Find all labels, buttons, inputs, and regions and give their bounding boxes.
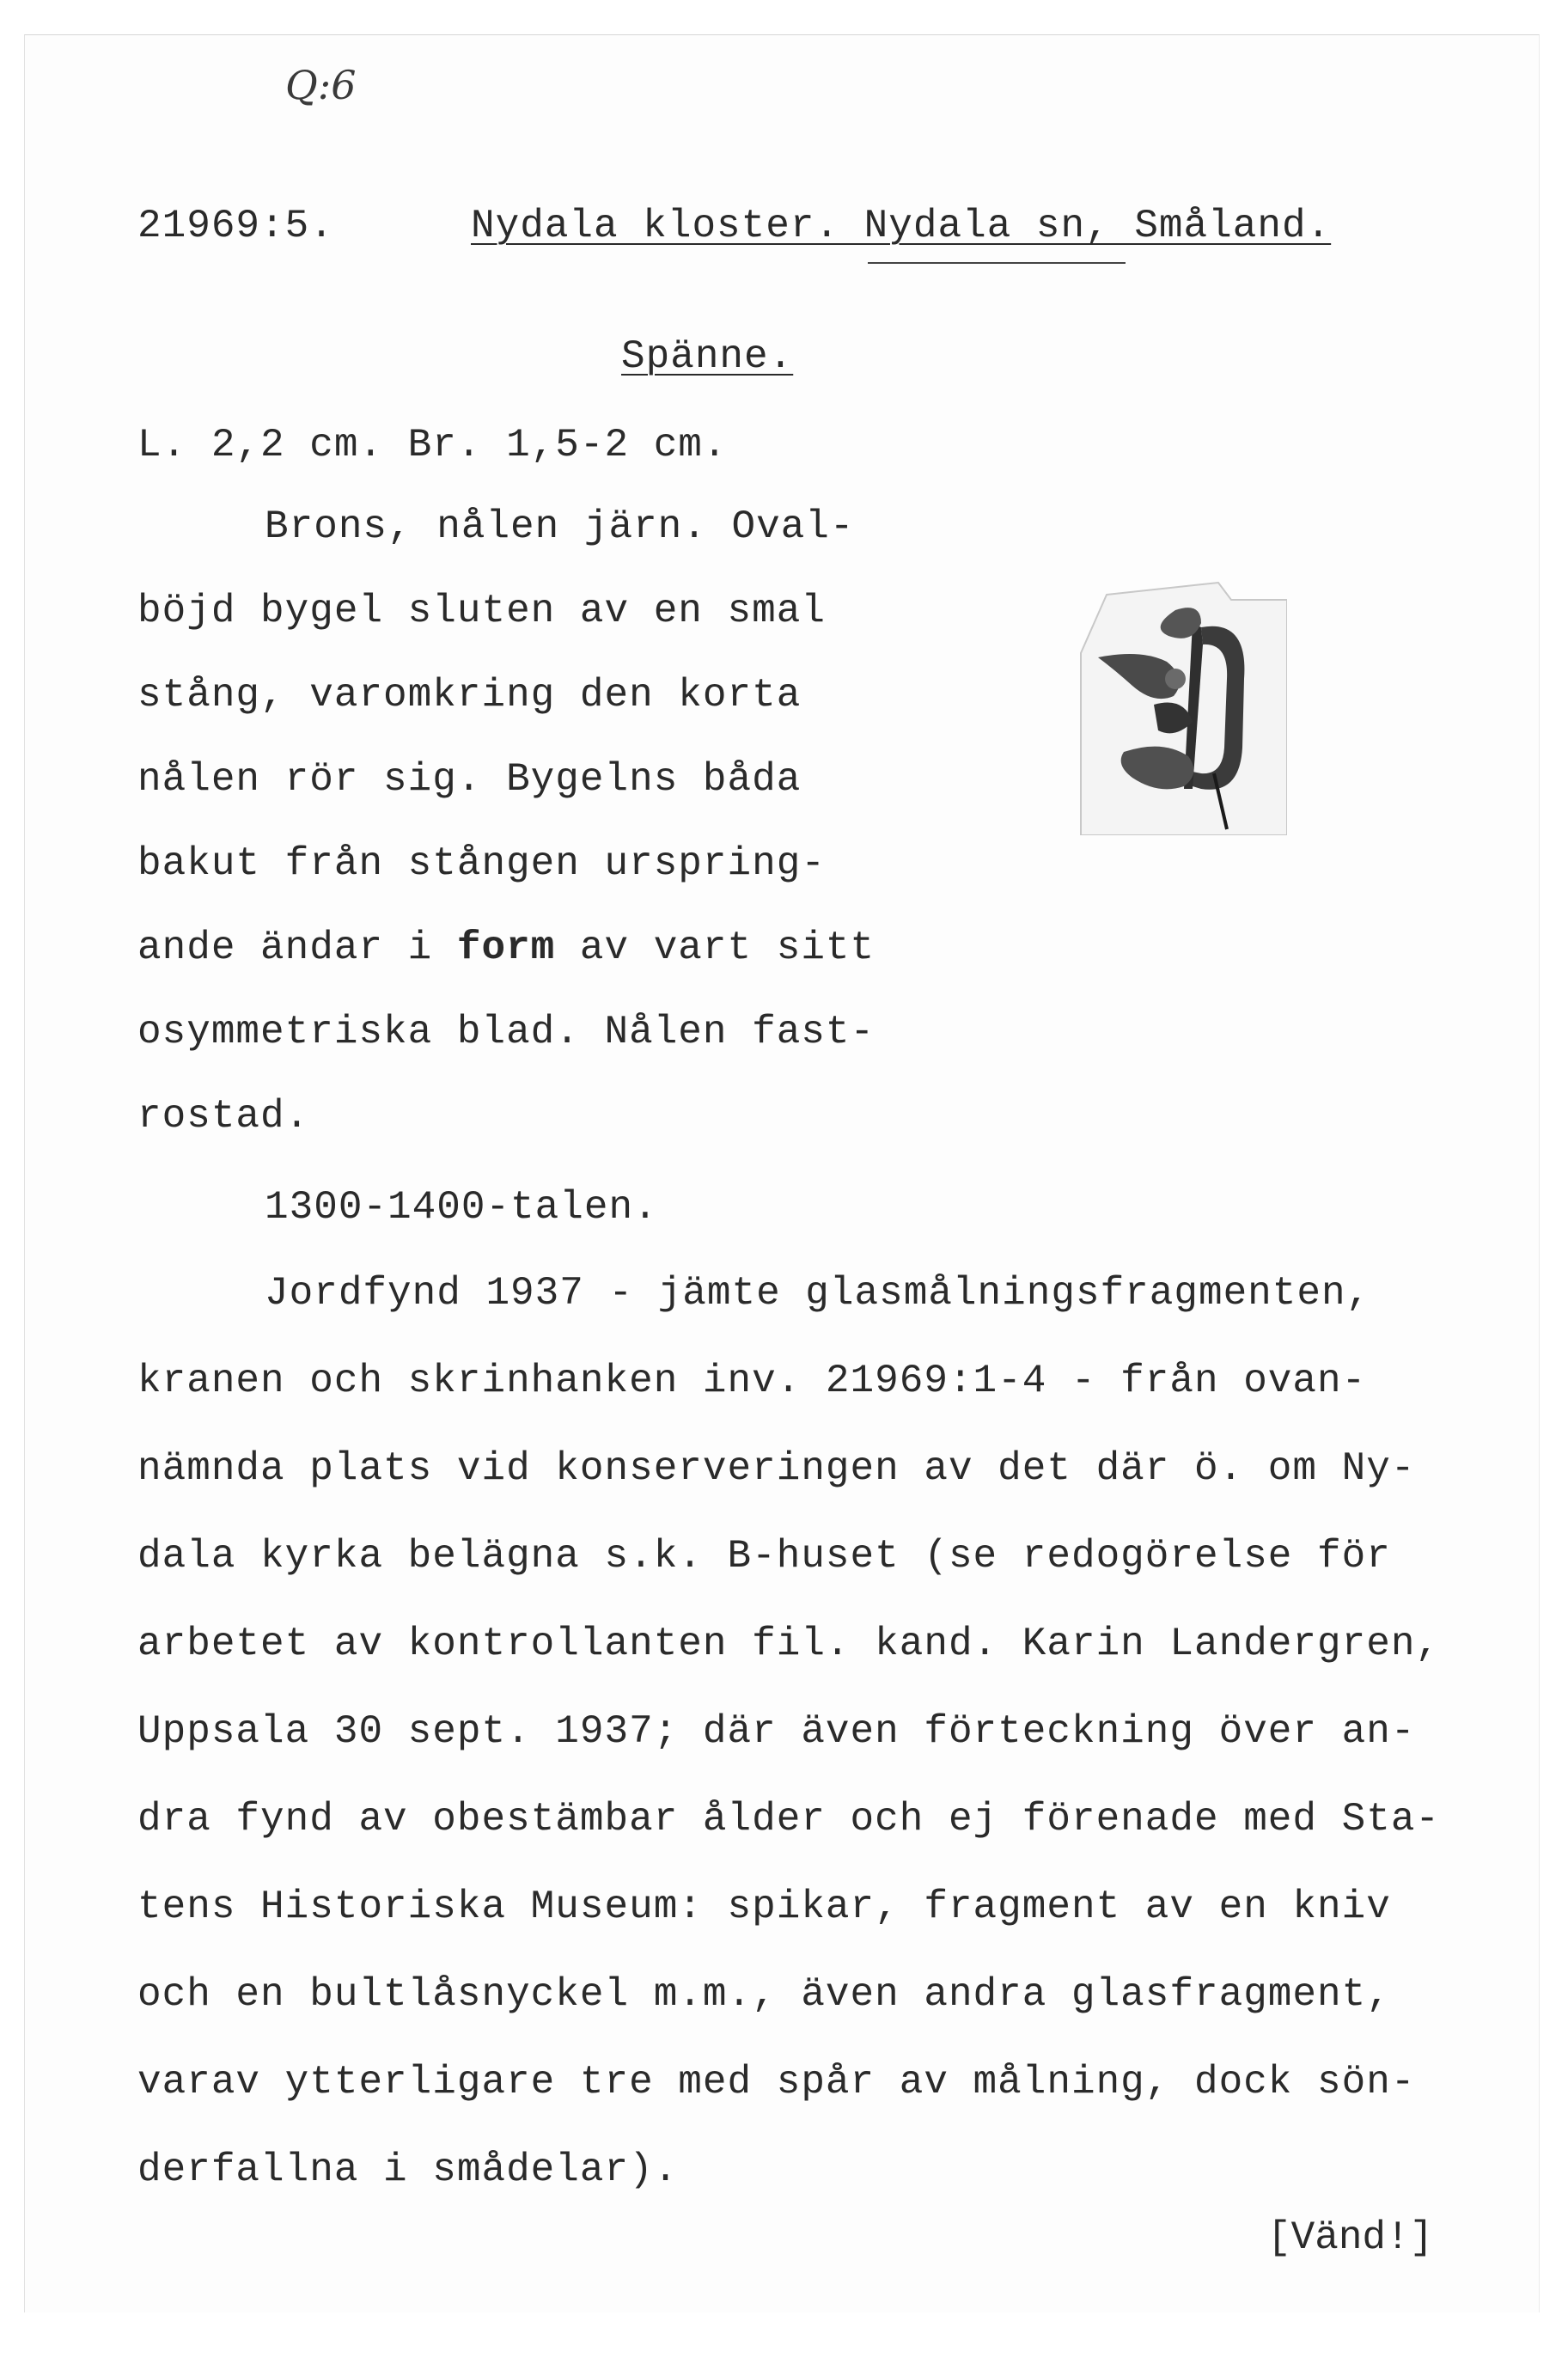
find-line-6: Uppsala 30 sept. 1937; där även förteckning över an- (137, 1709, 1416, 1754)
description-line-6 (137, 925, 876, 970)
find-location: Nydala kloster. Nydala sn, Småland. (471, 204, 1332, 248)
description-line-1: Brons, nålen järn. Oval- (265, 504, 855, 549)
archive-mark: Q:6 (285, 62, 357, 108)
description-line-2: böjd bygel sluten av en smal (137, 589, 826, 633)
description-line-7: osymmetriska blad. Nålen fast- (137, 1010, 876, 1054)
find-line-4: dala kyrka belägna s.k. B-huset (se redogörelse för (137, 1534, 1391, 1579)
description-line-6-start: ande ändar i (137, 925, 457, 970)
description-line-6-end: av vart sitt (555, 925, 876, 970)
description-line-5: bakut från stången urspring- (137, 841, 826, 886)
find-line-9: och en bultlåsnyckel m.m., även andra glasfragment, (137, 1972, 1391, 2017)
description-line-8: rostad. (137, 1094, 310, 1139)
overtyped-word: form (456, 925, 556, 970)
find-line-11: derfallna i smådelar). (137, 2147, 679, 2192)
find-line-2: kranen och skrinhanken inv. 21969:1-4 - från ovan- (137, 1359, 1367, 1403)
find-line-5: arbetet av kontrollanten fil. kand. Karin Landergren, (137, 1622, 1441, 1666)
find-line-7: dra fynd av obestämbar ålder och ej förenade med Sta- (137, 1797, 1441, 1842)
dimensions: L. 2,2 cm. Br. 1,5-2 cm. (137, 423, 728, 467)
location-underline-extra (868, 262, 1126, 264)
description-line-4: nålen rör sig. Bygelns båda (137, 757, 802, 802)
find-line-10: varav ytterligare tre med spår av målning, dock sön- (137, 2060, 1416, 2104)
find-line-1: Jordfynd 1937 - jämte glasmålningsfragmenten, (265, 1271, 1371, 1316)
buckle-photo (1072, 576, 1287, 835)
find-line-3: nämnda plats vid konserveringen av det där ö. om Ny- (137, 1446, 1416, 1491)
description-line-3: stång, varomkring den korta (137, 673, 802, 718)
object-name: Spänne. (621, 334, 794, 379)
turn-over-note: [Vänd!] (1267, 2215, 1434, 2260)
dating: 1300-1400-talen. (265, 1185, 658, 1230)
inventory-number: 21969:5. (137, 204, 334, 248)
find-line-8: tens Historiska Museum: spikar, fragment av en kniv (137, 1885, 1391, 1929)
